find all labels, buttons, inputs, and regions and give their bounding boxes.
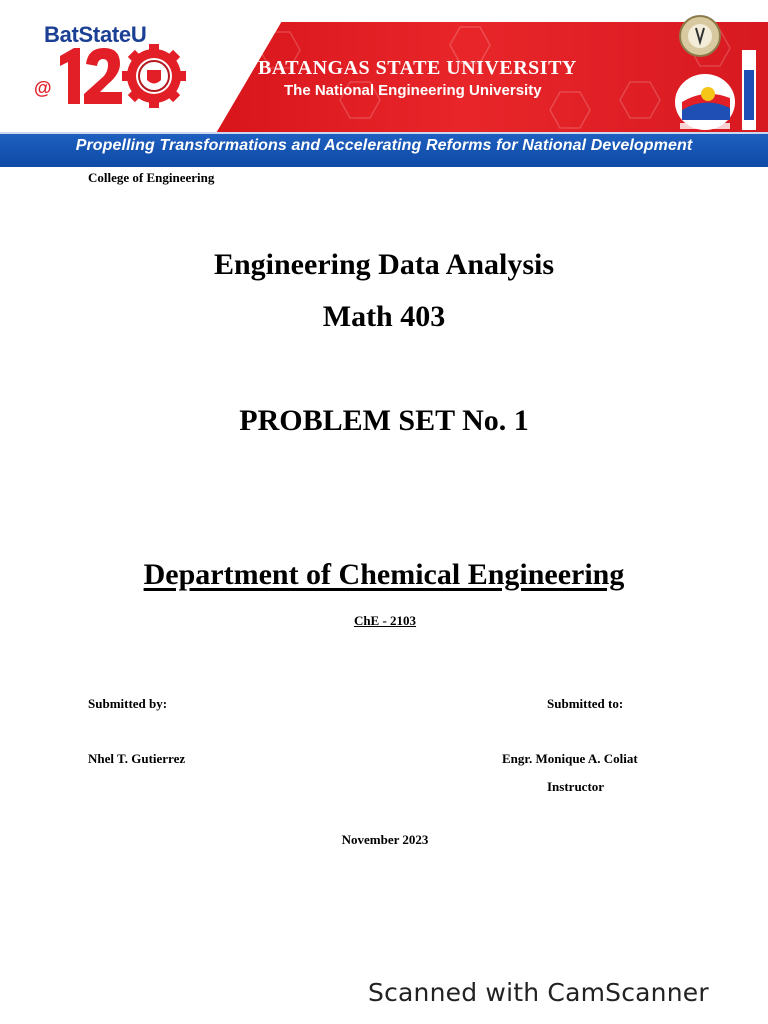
batstateu-logo-text: BatStateU: [44, 22, 147, 47]
department-heading: [0, 558, 768, 592]
university-subtitle: The National Engineering University: [284, 82, 542, 99]
submission-date: November 2023: [341, 832, 429, 847]
section-label: [0, 613, 768, 629]
university-slogan: Propelling Transformations and Accelerating Reforms for National Development: [75, 137, 693, 154]
section-code: ChE - 2103: [353, 613, 417, 628]
student-name: Nhel T. Gutierrez: [88, 751, 186, 766]
logo-at-sign: @: [34, 78, 52, 98]
submitted-by-label: Submitted by:: [88, 696, 168, 711]
college-label: College of Engineering: [88, 170, 215, 185]
problem-set-title: PROBLEM SET No. 1: [239, 404, 529, 437]
camscanner-watermark: Scanned with CamScanner: [368, 978, 709, 1007]
instructor-role: Instructor: [547, 779, 605, 794]
course-code: Math 403: [322, 300, 446, 333]
header-banner: [0, 0, 768, 165]
department-name: Department of Chemical Engineering: [143, 558, 625, 591]
instructor-name: Engr. Monique A. Coliat: [502, 751, 638, 766]
bagong-pilipinas-seal: [660, 10, 760, 135]
university-name: BATANGAS STATE UNIVERSITY: [258, 57, 577, 79]
course-title: Engineering Data Analysis: [213, 248, 555, 281]
submitted-to-label: Submitted to:: [547, 696, 624, 711]
batstateu-120-logo: [56, 44, 186, 108]
